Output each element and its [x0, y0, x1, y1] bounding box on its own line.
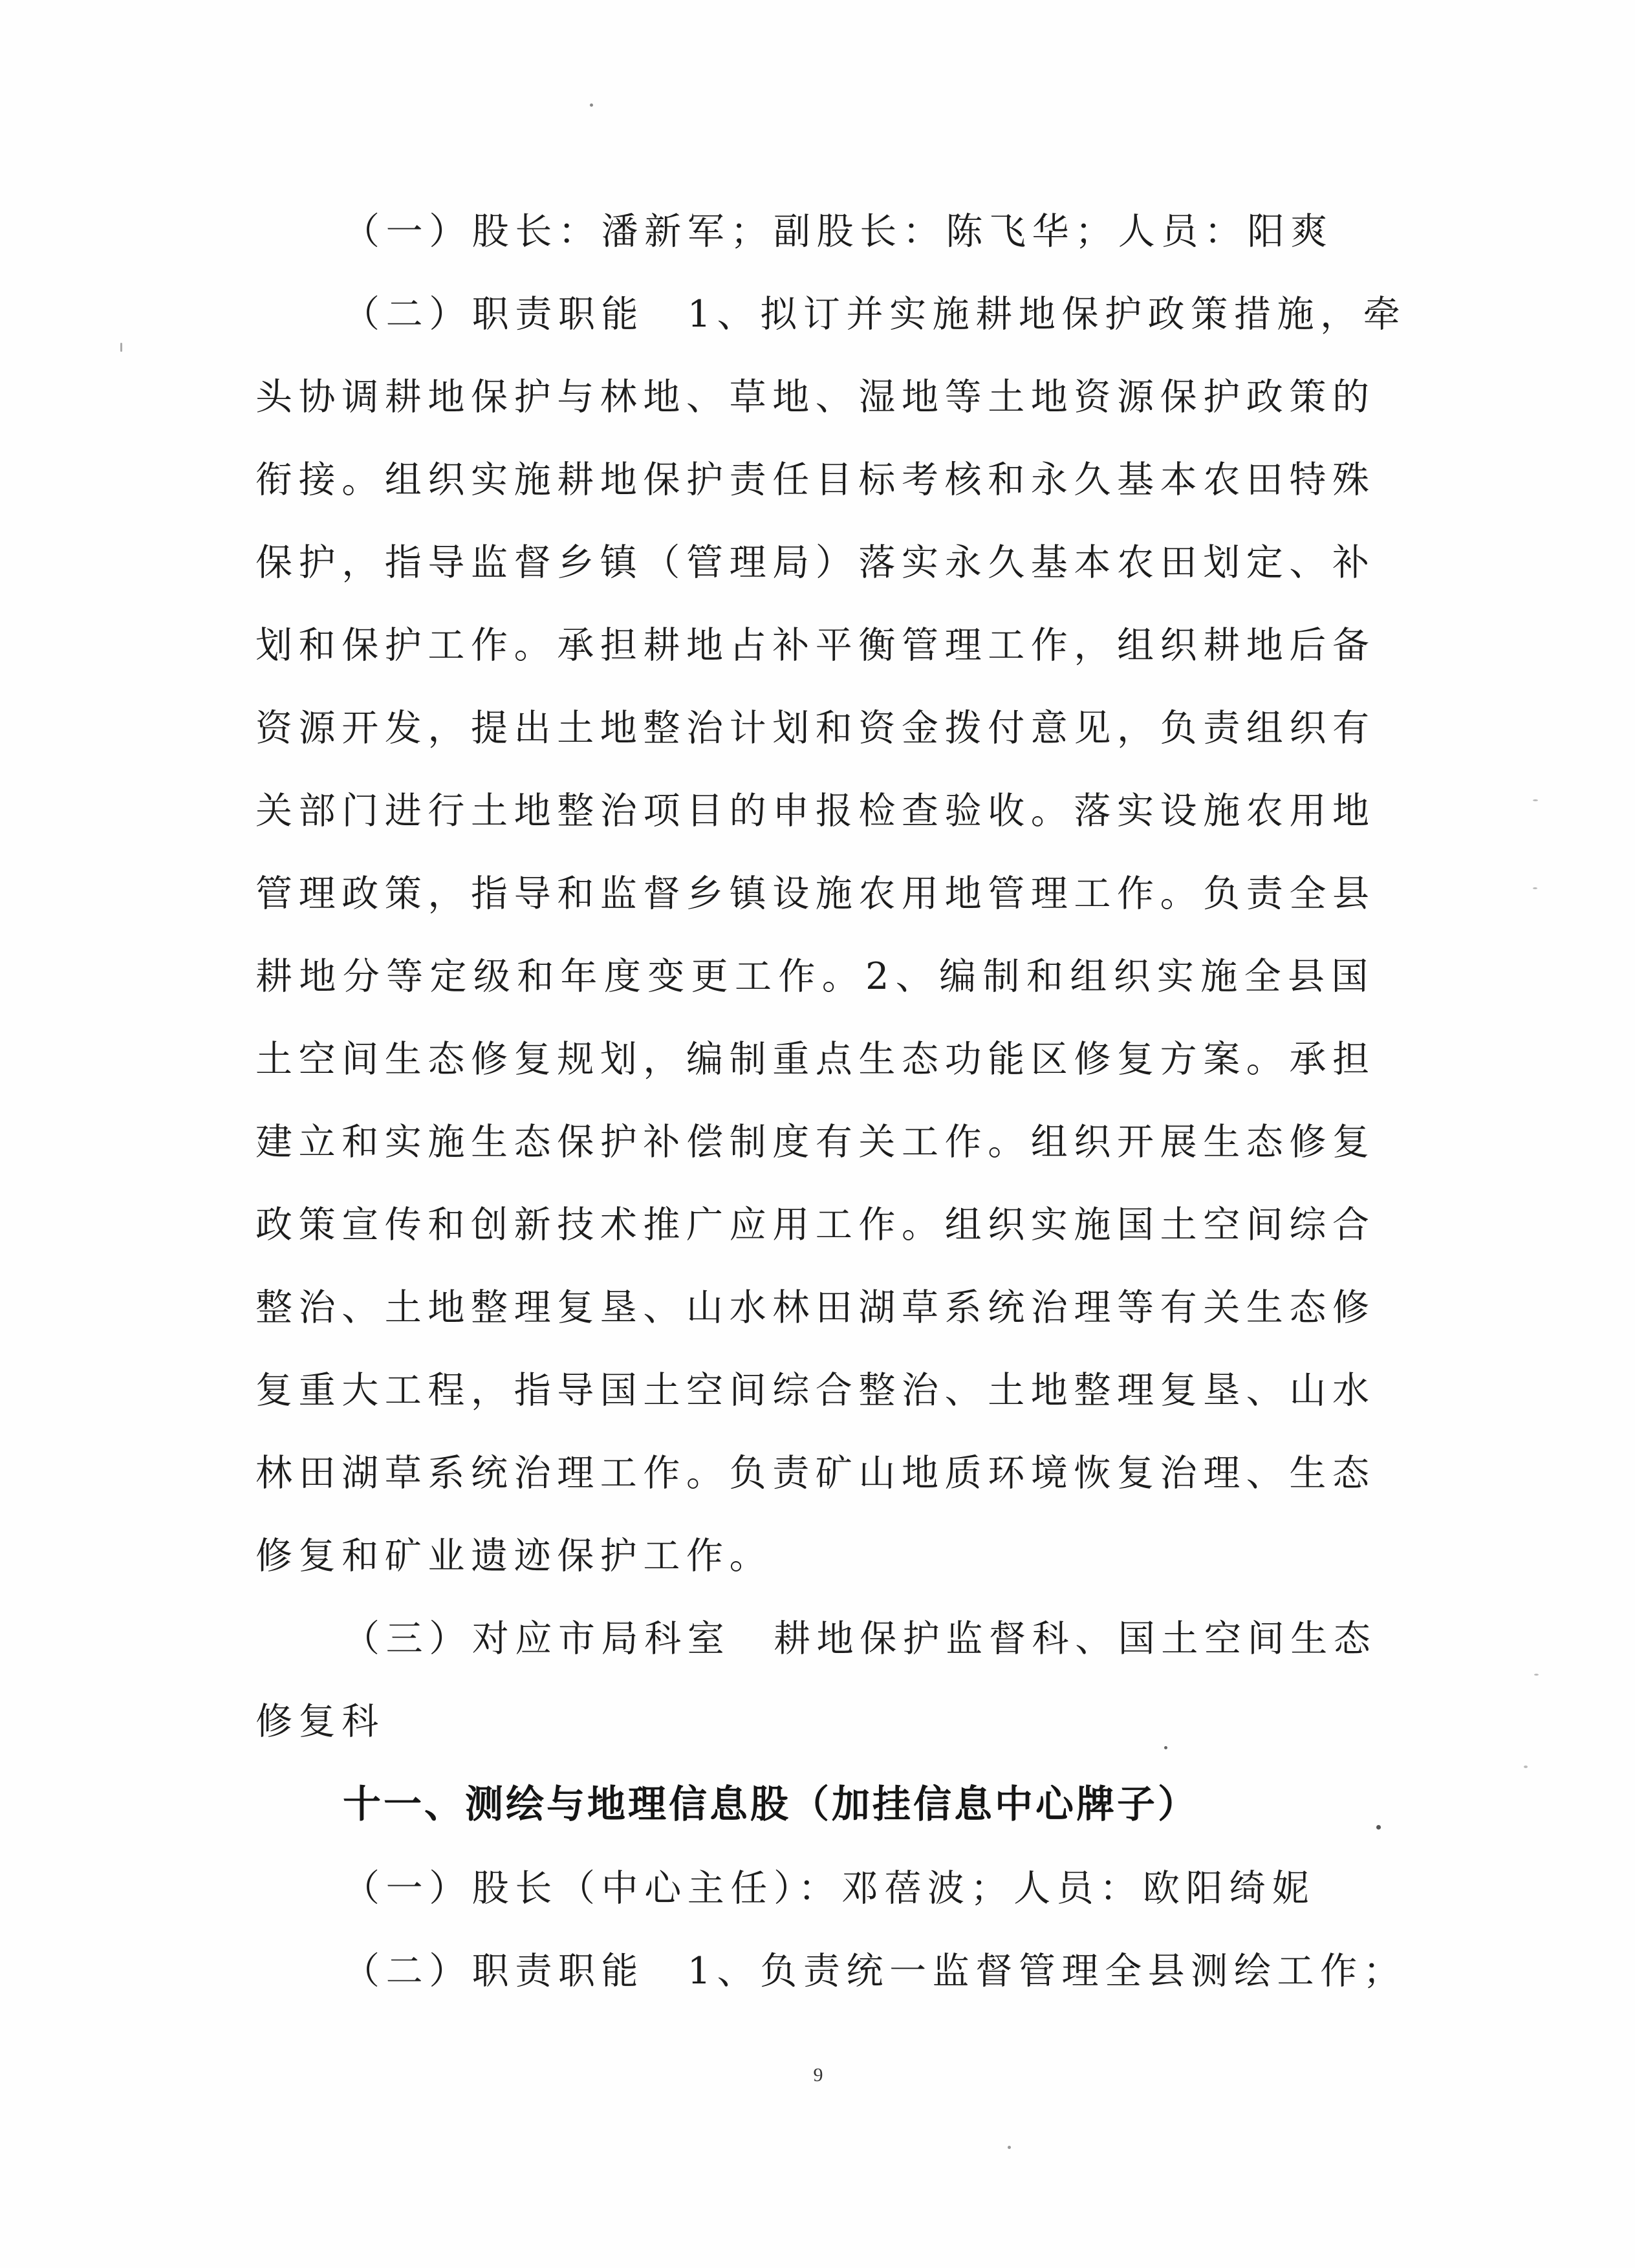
paragraph-line: 耕地分等定级和年度变更工作。2、编制和组织实施全县国: [255, 955, 1374, 998]
paragraph-line: 修复和矿业遗迹保护工作。: [255, 1535, 773, 1577]
scan-speck: [1524, 1766, 1528, 1768]
section-heading: 十一、测绘与地理信息股（加挂信息中心牌子）: [343, 1782, 1199, 1826]
paragraph-line: 关部门进行土地整治项目的申报检查验收。落实设施农用地: [255, 790, 1376, 832]
paragraph-line: 林田湖草系统治理工作。负责矿山地质环境恢复治理、生态: [255, 1452, 1376, 1495]
paragraph-line: 衔接。组织实施耕地保护责任目标考核和永久基本农田特殊: [255, 459, 1376, 501]
scan-speck: [590, 103, 593, 107]
scan-speck: [1164, 1746, 1167, 1749]
paragraph-line: 划和保护工作。承担耕地占补平衡管理工作，组织耕地后备: [255, 624, 1376, 667]
paragraph-line: 土空间生态修复规划，编制重点生态功能区修复方案。承担: [255, 1038, 1376, 1081]
paragraph-line: 保护，指导监督乡镇（管理局）落实永久基本农田划定、补: [255, 541, 1376, 584]
paragraph-line: （三）对应市局科室 耕地保护监督科、国土空间生态: [343, 1617, 1377, 1660]
page-number: 9: [813, 2064, 823, 2086]
paragraph-line: 复重大工程，指导国土空间综合整治、土地整理复垦、山水: [255, 1369, 1376, 1412]
paragraph-line: 修复科: [255, 1700, 385, 1743]
paragraph-line: 政策宣传和创新技术推广应用工作。组织实施国土空间综合: [255, 1204, 1376, 1246]
paragraph-line: （二）职责职能 1、拟订并实施耕地保护政策措施，牵: [343, 293, 1407, 336]
paragraph-line: （二）职责职能 1、负责统一监督管理全县测绘工作；: [343, 1950, 1407, 1993]
scan-speck: [1533, 887, 1537, 889]
paragraph-line: （一）股长（中心主任）：邓蓓波；人员：欧阳绮妮: [343, 1867, 1316, 1910]
paragraph-line: 建立和实施生态保护补偿制度有关工作。组织开展生态修复: [255, 1121, 1376, 1163]
scan-speck: [120, 343, 122, 352]
scan-speck: [1376, 1825, 1381, 1830]
paragraph-line: （一）股长：潘新军；副股长：陈飞华；人员：阳爽: [343, 210, 1334, 253]
paragraph-line: 头协调耕地保护与林地、草地、湿地等土地资源保护政策的: [255, 376, 1376, 418]
scan-speck: [1008, 2146, 1011, 2149]
scan-speck: [1533, 799, 1538, 801]
paragraph-line: 管理政策，指导和监督乡镇设施农用地管理工作。负责全县: [255, 872, 1376, 915]
paragraph-line: 资源开发，提出土地整治计划和资金拨付意见，负责组织有: [255, 707, 1376, 750]
paragraph-line: 整治、土地整理复垦、山水林田湖草系统治理等有关生态修: [255, 1286, 1376, 1329]
scan-speck: [1534, 1674, 1539, 1676]
